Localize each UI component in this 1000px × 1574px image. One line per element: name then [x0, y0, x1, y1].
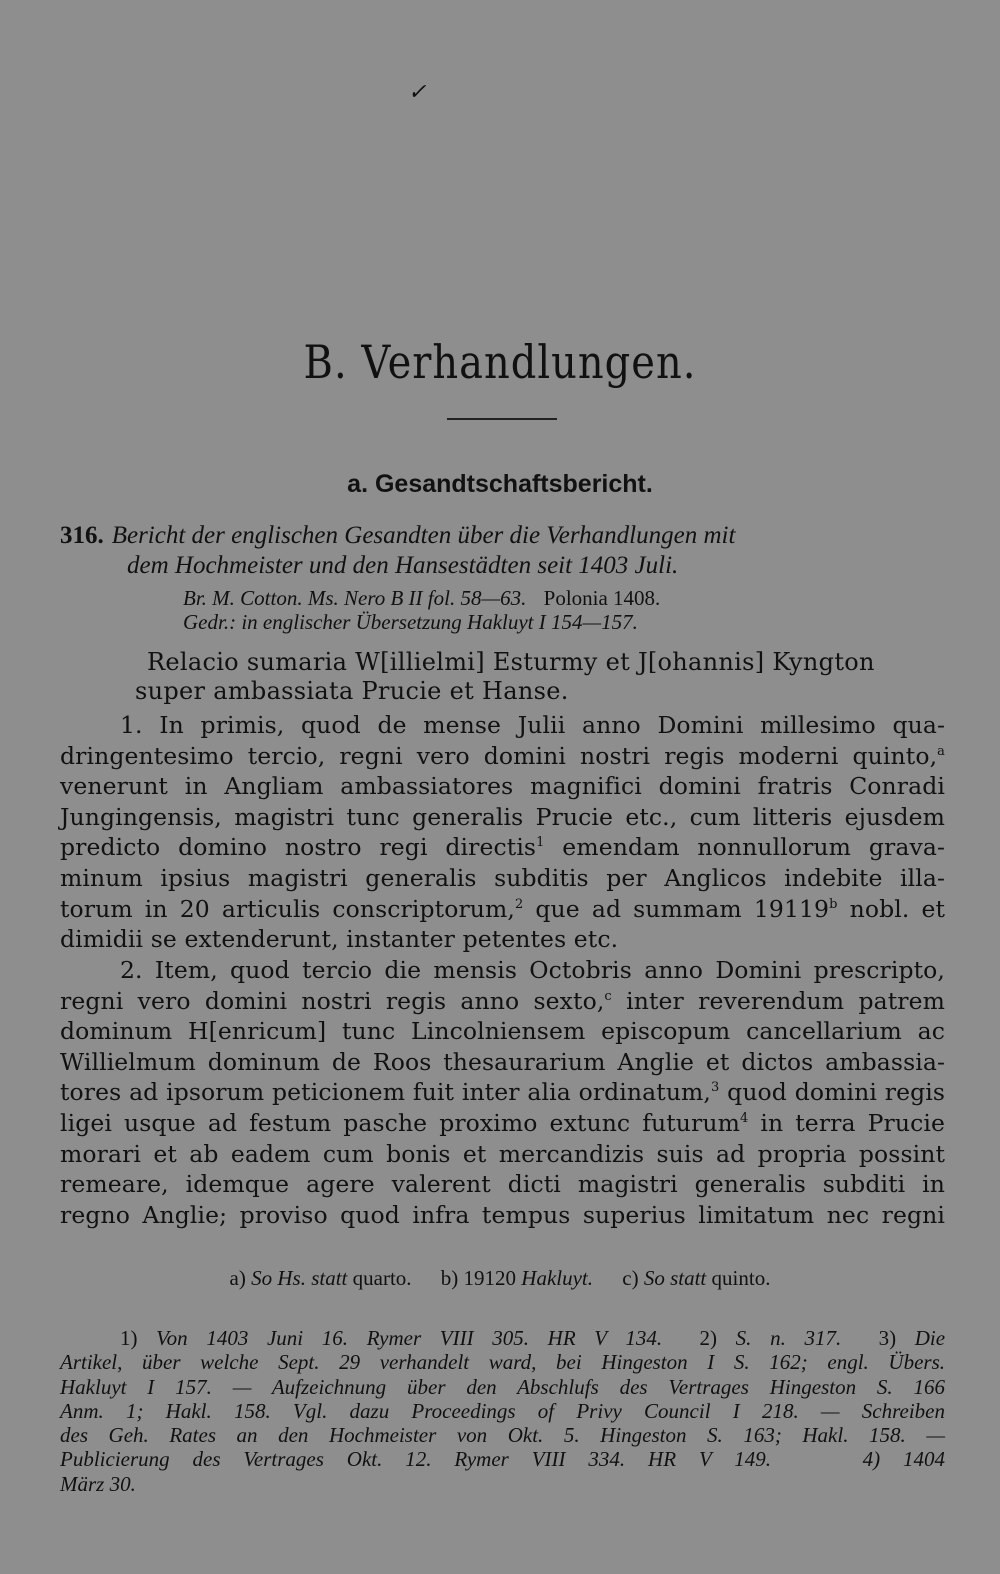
source-ms-text: Br. M. Cotton. Ms. Nero B II fol. 58—63. [183, 586, 527, 610]
footnote-line: Artikel, über welche Sept. 29 verhandelt ward, bei Hingeston I S. 162; engl. Übers. [60, 1350, 945, 1375]
entry-title-line2: dem Hochmeister und den Hansestädten seit 1403 Juli. [127, 552, 679, 579]
footnote-line: Publicierung des Vertrages Okt. 12. Rymer VIII 334. HR V 149. 4) 1404 [60, 1447, 945, 1472]
footnote-line: 1) Von 1403 Juni 16. Rymer VIII 305. HR V 134. 2) S. n. 317. 3) Die [120, 1326, 946, 1350]
document-heading [135, 648, 945, 706]
text-line: morari et ab eadem cum bonis et mercandizis suis ad propria possint [60, 1139, 945, 1168]
entry-title-line1: Bericht der englischen Gesandten über die Verhandlungen mit [111, 522, 736, 549]
footnote-marker: 4 [739, 1110, 749, 1126]
footnote-line: März 30. [60, 1471, 136, 1496]
text-line: regno Anglie; proviso quod infra tempus superius limitatum nec regni [60, 1200, 945, 1229]
heading-line2: super ambassiata Prucie et Hanse. [135, 677, 569, 705]
source-manuscript [183, 586, 943, 610]
divider [447, 418, 557, 420]
entry-header [60, 520, 945, 580]
footnote-line: Anm. 1; Hakl. 158. Vgl. dazu Proceedings of Privy Council I 218. — Schreiben [60, 1398, 945, 1423]
text-line: Willielmum dominum de Roos thesaurarium Anglie et dictos ambassia- [60, 1047, 945, 1076]
text-line: remeare, idemque agere valerent dicti magistri generalis subditi in [60, 1170, 945, 1199]
footnote-marker: b [829, 896, 838, 912]
footnote-marker: 1 [536, 835, 545, 851]
text-line: venerunt in Angliam ambassiatores magnifici domini fratris Conradi [60, 772, 945, 801]
text-line: dimidii se extenderunt, instanter petentes etc. [60, 925, 619, 954]
footnotes [60, 1326, 945, 1496]
text-line: Jungingensis, magistri tunc generalis Prucie etc., cum litteris ejusdem [60, 802, 945, 831]
subsection-title: a. Gesandtschaftsbericht. [347, 470, 653, 498]
footnote-line: Hakluyt I 157. — Aufzeichnung über den Abschlufs des Vertrages Hingeston S. 166 [60, 1374, 945, 1399]
text-line: torum in 20 articulis conscriptorum,$^2$ que ad summam 19119$^b$ nobl. et [60, 894, 945, 923]
source-printed: Gedr.: in englischer Übersetzung Hakluyt I 154—157. [183, 610, 638, 634]
text-line: 2. Item, quod tercio die mensis Octobris anno Domini prescripto, [120, 956, 945, 984]
text-line: predicto domino nostro regi directis$^1$ emendam nonnullorum grava- [60, 833, 946, 862]
paragraph-1 [60, 710, 945, 955]
footnote-marker: 2 [514, 896, 524, 912]
paragraph-2 [60, 955, 945, 1230]
text-line: dringentesimo tercio, regni vero domini nostri regis moderni quinto,$^a$ [60, 741, 945, 770]
section-title: B. Verhandlungen. [303, 336, 697, 390]
footnote-marker: a [937, 743, 945, 759]
footnote-line: des Geh. Rates an den Hochmeister von Okt. 5. Hingeston S. 163; Hakl. 158. — [60, 1423, 945, 1448]
text-line: ligei usque ad festum pasche proximo extunc futurum$^4$ in terra Prucie [60, 1108, 945, 1137]
source-polonia: Polonia 1408. [543, 586, 661, 610]
text-line: regni vero domini nostri regis anno sexto,$^c$ inter reverendum patrem [60, 986, 945, 1015]
textual-variants: a) So Hs. statt quarto. b) 19120 Hakluyt. c) So statt quinto. [229, 1266, 771, 1290]
text-line: 1. In primis, quod de mense Julii anno Domini millesimo qua- [120, 711, 945, 739]
entry-number: 316. [60, 522, 104, 549]
footnote-marker: 3 [711, 1080, 720, 1096]
pencil-mark: ✓ [408, 80, 427, 105]
heading-line1: Relacio sumaria W[illielmi] Esturmy et J[ohannis] Kyngton [147, 648, 875, 676]
text-line: minum ipsius magistri generalis subditis per Anglicos indebite illa- [60, 863, 945, 892]
text-line: dominum H[enricum] tunc Lincolniensem episcopum cancellarium ac [60, 1017, 945, 1046]
footnote-marker: c [604, 988, 612, 1004]
text-line: tores ad ipsorum peticionem fuit inter alia ordinatum,$^3$ quod domini regis [60, 1078, 946, 1107]
